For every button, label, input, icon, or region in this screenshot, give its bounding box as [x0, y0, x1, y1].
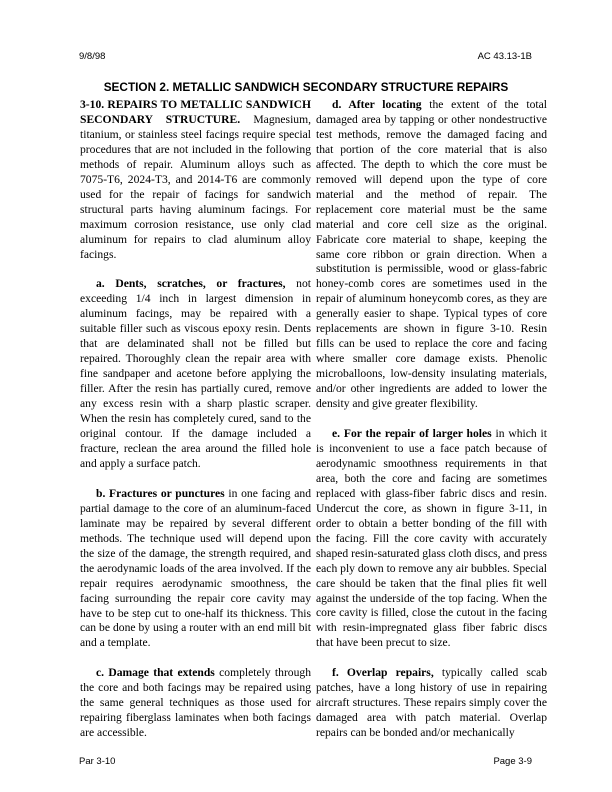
paragraph-e-body: in which it is inconvenient to use a face patch because of aerodynamic smoothness requirements in that area, both the core and facing are sometimes replaced with glass-fiber fabric discs and resin. Undercut the core, as shown in figure 3-11, in order to obtain a better bonding of the fill with the facing. Fill the core cavity with accurately shaped resin-saturated glass cloth discs, and press each ply down to remove any air bubbles. Special care should be taken that the final plies fit well against the underside of the top facing. When the core cavity is filled, close the cutout in the facing with resin-impregnated glass fiber fabric discs that have been precut to size.: [316, 427, 547, 650]
paragraph-d-heading: d. After locating: [332, 98, 422, 111]
paragraph-d: [316, 98, 547, 412]
paragraph-3-10-heading: 3-10. REPAIRS TO METALLIC SANDWICH SECONDARY STRUCTURE.: [80, 98, 311, 126]
header-date: 9/8/98: [79, 51, 106, 62]
paragraph-c: [80, 666, 311, 741]
section-title: SECTION 2. METALLIC SANDWICH SECONDARY STRUCTURE REPAIRS: [103, 80, 509, 94]
paragraph-a-heading: a. Dents, scratches, or fractures,: [96, 277, 286, 291]
paragraph-b-body: in one facing and partial damage to the core of an aluminum-faced laminate may be repaired by several different methods. The technique used will depend upon the size of the damage, the strength required, and the aerodynamic loads of the area involved. If the repair requires aerodynamic smoothness, the facing surrounding the repair core cavity may have to be step cut to one-half its thickness. This can be done by using a router with an end mill bit and a template.: [80, 486, 311, 650]
footer-page-number: Page 3-9: [493, 756, 532, 767]
paragraph-b: [80, 487, 311, 651]
paragraph-e: [316, 427, 547, 651]
paragraph-f-heading: f. Overlap repairs,: [332, 666, 434, 680]
header-doc-id: AC 43.13-1B: [477, 51, 532, 62]
footer-paragraph-ref: Par 3-10: [79, 756, 116, 767]
paragraph-a: [80, 277, 311, 471]
paragraph-a-body: not exceeding 1/4 inch in largest dimension in aluminum facings, may be repaired with a suitable filler such as viscous epoxy resin. Dents that are delaminated shall not be filled but repaired. Thoroughly clean the repair area with fine sandpaper and acetone before applying the filler. After the resin has partially cured, remove any excess resin with a sharp plastic scraper. When the resin has completely cured, sand to the original contour. If the damage included a fracture, reclean the area around the filled hole and apply a surface patch.: [80, 277, 311, 470]
paragraph-b-heading: b. Fractures or punctures: [96, 486, 225, 500]
right-column: [316, 98, 547, 741]
paragraph-e-heading: e. For the repair of larger holes: [332, 427, 492, 441]
paragraph-3-10-body: Magnesium, titanium, or stainless steel facings require special procedures that are not included in the following methods of repair. Aluminum alloys such as 7075-T6, 2024-T3, and 2014-T6 are commonly used for the repair of facings for sandwich structural parts having aluminum facings. For maximum corrosion resistance, use only clad aluminum for repairs to clad aluminum alloy facings.: [80, 112, 311, 261]
paragraph-f-body: typically called scab patches, have a long history of use in repairing aircraft structures. These repairs simply cover the damaged area with patch material. Overlap repairs can be bonded and/or mechanically: [316, 666, 548, 740]
paragraph-c-body: completely through the core and both facings may be repaired using the same general techniques as those used for repairing fiberglass laminates when both facings are accessible.: [80, 666, 311, 740]
paragraph-f: [316, 666, 547, 741]
paragraph-d-body: the extent of the total damaged area by tapping or other nondestructive test methods, remove the damaged facing and that portion of the core material that is also affected. The depth to which the core must be removed will depend upon the type of core material and the method of repair. The replacement core material must be the same material and core cell size as the original. Fabricate core material to shape, keeping the same core ribbon or grain direction. When a substitution is permissible, wood or glass-fabric honey-comb cores are sometimes used in the repair of aluminum honeycomb cores, as they are generally easier to shape. Typical types of core replacements are shown in figure 3-10. Resin fills can be used to replace the core and facing where smaller core damage exists. Phenolic microballoons, low-density insulating materials, and/or other ingredients are added to lower the density and give greater flexibility.: [316, 98, 547, 411]
paragraph-3-10: [80, 98, 311, 262]
left-column: [80, 98, 311, 741]
paragraph-c-heading: c. Damage that extends: [96, 666, 215, 680]
